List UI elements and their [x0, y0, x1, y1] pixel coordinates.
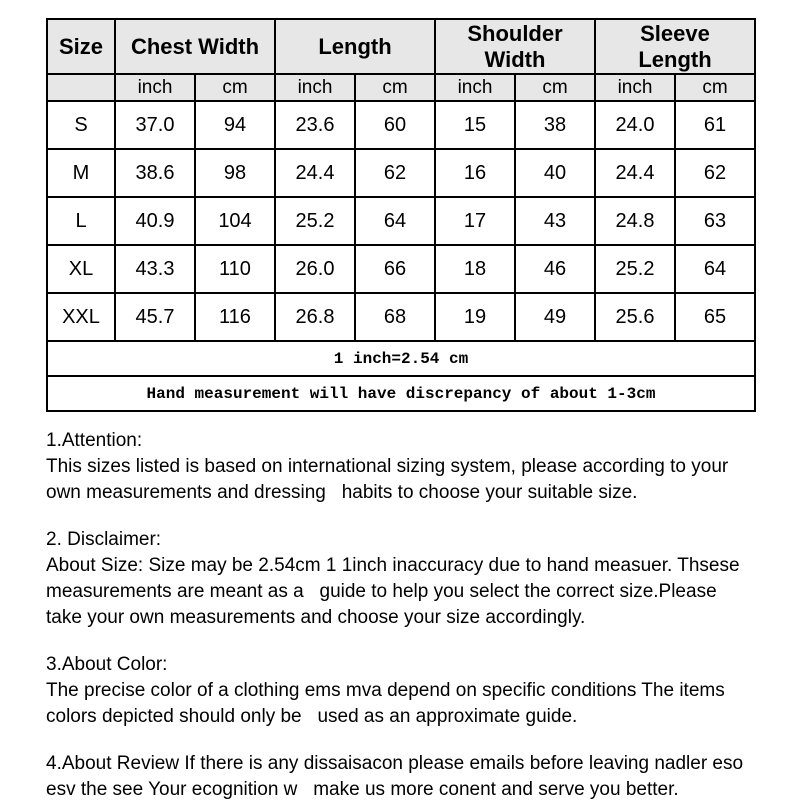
size-table-notes [47, 341, 755, 411]
table-row [47, 149, 755, 197]
value-cell: 65 [675, 293, 755, 341]
col-header-shoulder-width: Shoulder Width [435, 19, 595, 74]
value-cell: 23.6 [275, 101, 355, 149]
value-cell: 116 [195, 293, 275, 341]
value-cell: 60 [355, 101, 435, 149]
size-cell: L [47, 197, 115, 245]
value-cell: 68 [355, 293, 435, 341]
table-row [47, 245, 755, 293]
unit-header-length-inch: inch [275, 74, 355, 101]
size-cell: S [47, 101, 115, 149]
value-cell: 40 [515, 149, 595, 197]
value-cell: 24.0 [595, 101, 675, 149]
value-cell: 24.4 [595, 149, 675, 197]
text-section [46, 527, 756, 631]
section-heading: 2. Disclaimer: [46, 529, 162, 550]
value-cell: 15 [435, 101, 515, 149]
value-cell: 40.9 [115, 197, 195, 245]
unit-header-sleeve-cm: cm [675, 74, 755, 101]
table-row [47, 101, 755, 149]
value-cell: 110 [195, 245, 275, 293]
value-cell: 63 [675, 197, 755, 245]
table-row [47, 293, 755, 341]
size-table-header [47, 19, 755, 101]
col-header-size: Size [47, 19, 115, 74]
size-table-body [47, 101, 755, 341]
size-cell: XL [47, 245, 115, 293]
value-cell: 38 [515, 101, 595, 149]
note-inch-conversion: 1 inch=2.54 cm [47, 341, 755, 376]
section-body: The precise color of a clothing ems mva depend on specific conditions The items colors depicted should only be used as an approximate guide. [46, 680, 731, 727]
text-section [46, 751, 756, 800]
unit-header-sleeve-inch: inch [595, 74, 675, 101]
unit-header-shoulder-cm: cm [515, 74, 595, 101]
size-chart-table [46, 18, 756, 412]
value-cell: 38.6 [115, 149, 195, 197]
value-cell: 46 [515, 245, 595, 293]
section-body: About Size: Size may be 2.54cm 1 1inch inaccuracy due to hand measuer. Thsese measurements are meant as a guide to help you select the correct size.Please take your own measurements and choose your size accordingly. [46, 555, 745, 628]
unit-header-empty [47, 74, 115, 101]
unit-header-chest-cm: cm [195, 74, 275, 101]
section-heading: 1.Attention: [46, 430, 143, 451]
value-cell: 25.6 [595, 293, 675, 341]
col-header-length: Length [275, 19, 435, 74]
value-cell: 37.0 [115, 101, 195, 149]
size-cell: XXL [47, 293, 115, 341]
value-cell: 61 [675, 101, 755, 149]
text-section [46, 428, 756, 506]
value-cell: 26.8 [275, 293, 355, 341]
unit-header-length-cm: cm [355, 74, 435, 101]
unit-header-chest-inch: inch [115, 74, 195, 101]
value-cell: 43.3 [115, 245, 195, 293]
note-hand-measurement: Hand measurement will have discrepancy of about 1-3cm [47, 376, 755, 411]
value-cell: 25.2 [595, 245, 675, 293]
value-cell: 25.2 [275, 197, 355, 245]
value-cell: 17 [435, 197, 515, 245]
section-body: This sizes listed is based on international sizing system, please according to your own measurements and dressing habits to choose your suitable size. [46, 456, 734, 503]
unit-header-shoulder-inch: inch [435, 74, 515, 101]
value-cell: 24.4 [275, 149, 355, 197]
section-body: 4.About Review If there is any dissaisacon please emails before leaving nadler eso esv the see Your ecognition w make us more conent and serve you better. [46, 753, 749, 800]
table-row [47, 197, 755, 245]
value-cell: 62 [355, 149, 435, 197]
text-section [46, 652, 756, 730]
size-cell: M [47, 149, 115, 197]
value-cell: 94 [195, 101, 275, 149]
value-cell: 64 [675, 245, 755, 293]
value-cell: 104 [195, 197, 275, 245]
section-heading: 3.About Color: [46, 654, 168, 675]
value-cell: 62 [675, 149, 755, 197]
value-cell: 18 [435, 245, 515, 293]
col-header-chest-width: Chest Width [115, 19, 275, 74]
value-cell: 64 [355, 197, 435, 245]
value-cell: 45.7 [115, 293, 195, 341]
value-cell: 24.8 [595, 197, 675, 245]
value-cell: 49 [515, 293, 595, 341]
value-cell: 66 [355, 245, 435, 293]
value-cell: 16 [435, 149, 515, 197]
value-cell: 43 [515, 197, 595, 245]
value-cell: 19 [435, 293, 515, 341]
value-cell: 98 [195, 149, 275, 197]
value-cell: 26.0 [275, 245, 355, 293]
col-header-sleeve-length: Sleeve Length [595, 19, 755, 74]
notes-text-block [46, 428, 756, 800]
